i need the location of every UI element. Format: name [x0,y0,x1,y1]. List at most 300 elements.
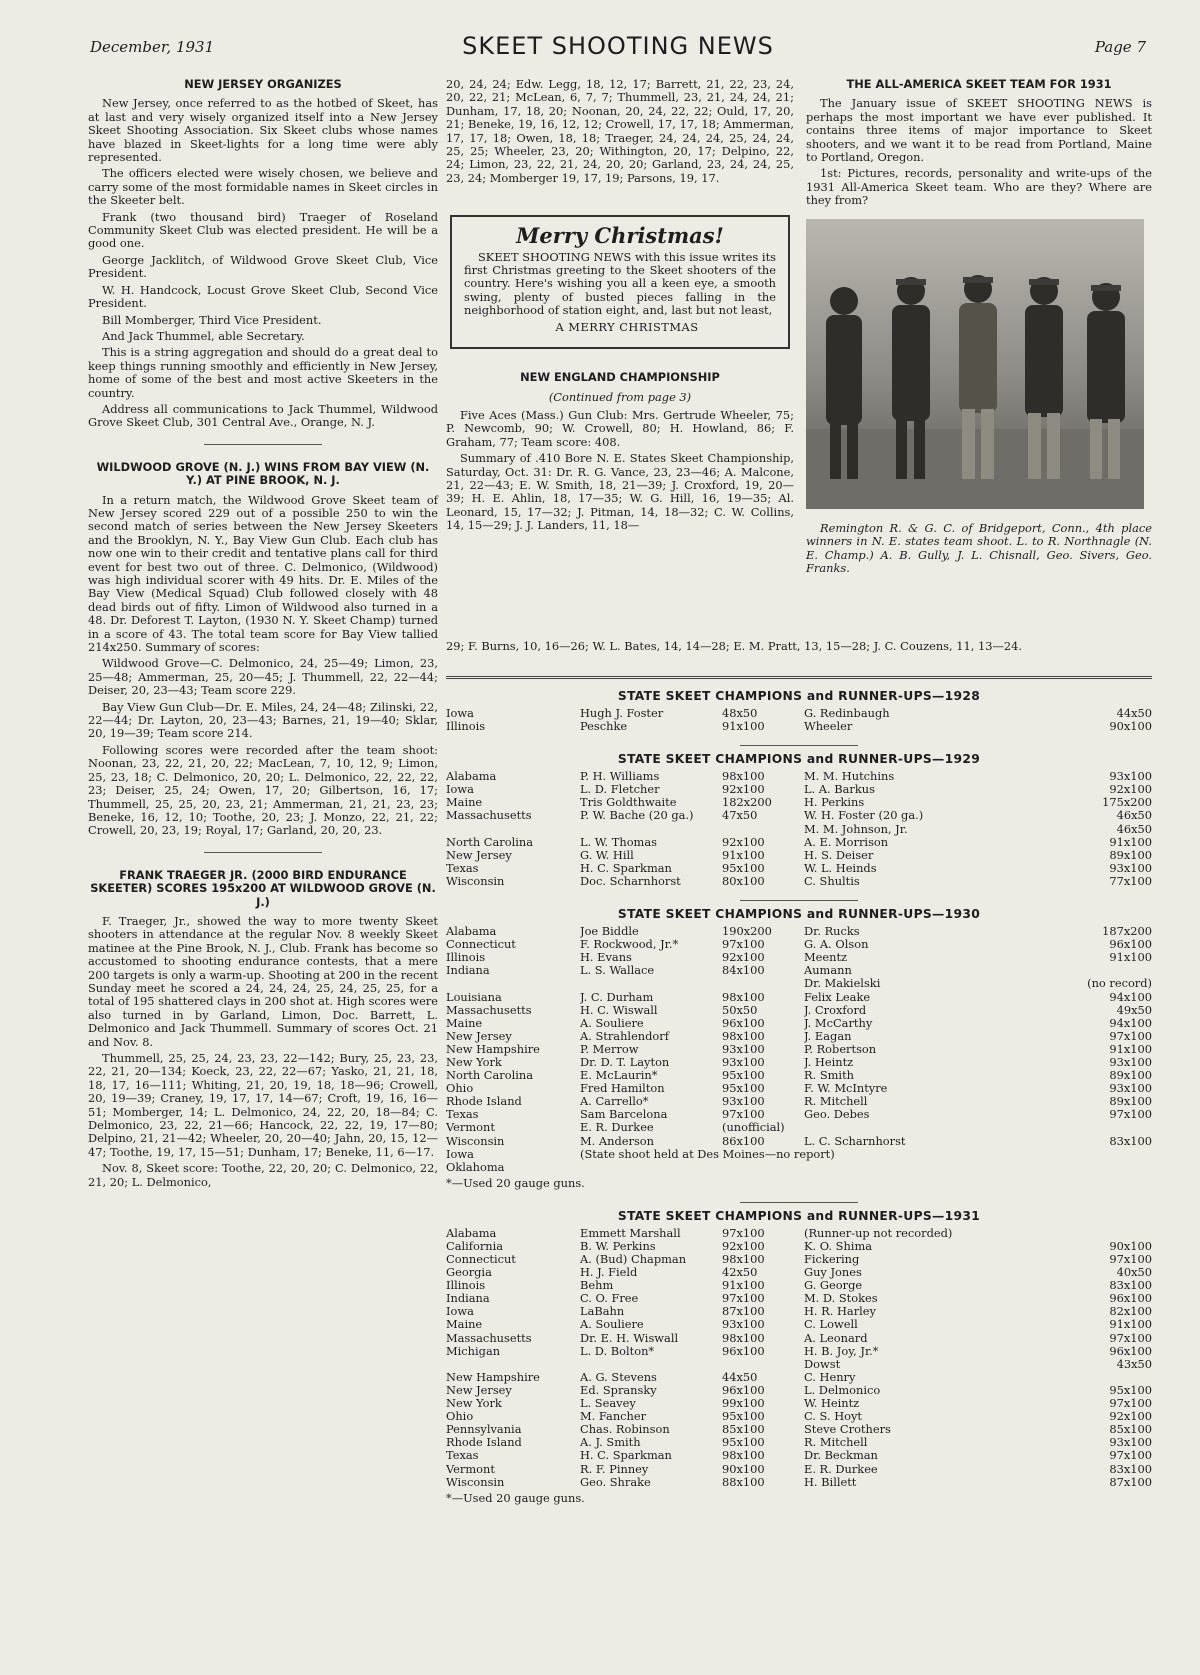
runner-up-cell: J. Croxford [804,1003,867,1017]
runner-up-score-cell: 97x100 [1109,1253,1152,1266]
table-row [446,809,1152,822]
table-row [446,1030,1152,1043]
table-row [446,1004,1152,1017]
runner-up-cell: Dr. Rucks [804,925,860,939]
champion-score-cell: 98x100 [722,1449,765,1463]
paragraph-continued: 20, 24, 24; Edw. Legg, 18, 12, 17; Barrett, 21, 22, 23, 24, 20, 22, 21; McLean, 6, 7, 7; Thummell, 23, 21, 24, 24, 21; Dunham, 17, 18, 20; Noonan, 20, 24, 22, 22; Ould, 17, 20, 21; Beneke, 19, 16, 12, 12; Crowell, 17, 17, 18; Ammerman, 17, 17, 18; Owen, 18, 18; Traeger, 24, 24, 24, 25, 24, 24, 25, 25; Wheeler, 23, 20; Withington, 20, 17; Delpino, 22, 24; Limon, 23, 22, 21, 24, 20, 20; Garland, 23, 24, 24, 25, 23, 24; Momberger 19, 17, 19; Parsons, 19, 17. [446,77,794,185]
runner-up-score-cell: 40x50 [1116,1266,1152,1280]
table-row [446,849,1152,862]
table-row [446,1121,1152,1134]
runner-up-cell: Fickering [804,1253,860,1266]
runner-up-cell: R. Mitchell [804,1436,868,1450]
table-row [446,823,1152,836]
state-cell: Massachusetts [446,809,532,823]
runner-up-cell: M. M. Johnson, Jr. [804,822,908,836]
runner-up-score-cell: 91x100 [1109,951,1152,965]
runner-up-cell: H. B. Joy, Jr.* [804,1344,879,1358]
champion-score-cell: 91x100 [722,1279,765,1293]
champion-score-cell: 95x100 [722,1082,765,1096]
table-row [446,1371,1152,1384]
runner-up-cell: C. Lowell [804,1318,858,1332]
state-cell: Maine [446,1318,483,1332]
champion-cell: M. Fancher [580,1410,647,1424]
runner-up-cell: Geo. Debes [804,1108,870,1122]
champion-score-cell [722,1358,804,1371]
state-cell: Pennsylvania [446,1423,522,1437]
runner-up-cell: W. L. Heinds [804,861,877,875]
state-cell: Iowa [446,783,474,797]
champion-score-cell: 95x100 [722,1069,765,1083]
champion-cell: Doc. Scharnhorst [580,874,681,888]
state-cell: Massachusetts [446,1003,532,1017]
table-title: STATE SKEET CHAMPIONS and RUNNER-UPS—1929 [617,752,981,767]
runner-up-score-cell: 91x100 [1109,1318,1152,1332]
paragraph: This is a string aggregation and should do a great deal to keep things running smoothly and efficiently in New Jersey, home of some of the best and most active Skeeters in the country. [88,345,438,400]
table-row [446,925,1152,938]
runner-up-score-cell: 93x100 [1109,770,1152,784]
champion-score-cell: 96x100 [722,1344,765,1358]
runner-up-cell: C. Shultis [804,874,860,888]
table-row [446,1069,1152,1082]
article-title-new-jersey: NEW JERSEY ORGANIZES [184,77,342,91]
runner-up-score-cell: 90x100 [1109,720,1152,734]
paragraph: Thummell, 25, 25, 24, 23, 23, 22—142; Bury, 25, 23, 23, 22, 21, 20—134; Koeck, 23, 22, 22—67; Yasko, 21, 21, 18, 18, 17, 16—111; Whiting, 21, 20, 19, 18, 18—96; Crowell, 20, 19—39; Craney, 19, 17, 17, 14—67; Croft, 19, 16, 16—51; Momberger, 14; L. Delmonico, 24, 22, 20, 18—84; C. Delmonico, 23, 22, 21—66; Hancock, 22, 22, 19, 17—80; Delpino, 21, 21—42; Wheeler, 20, 20—40; Jahn, 20, 15, 12—47; Toothe, 19, 17, 15—51; Dunham, 17; Beneke, 11, 6—17. [88,1051,438,1159]
table-row [446,770,1152,783]
state-cell: Iowa [446,1305,474,1319]
champion-score-cell: 42x50 [722,1266,758,1280]
champion-cell: A. Carrello* [580,1095,649,1109]
runner-up-cell: M. D. Stokes [804,1292,878,1306]
runner-up-score-cell: 175x200 [1102,796,1152,810]
champion-score-cell: 91x100 [722,848,765,862]
state-cell: Wisconsin [446,1475,505,1489]
column-left [88,78,438,1192]
page-header [90,28,1146,64]
champion-cell [580,977,722,990]
runner-up-score-cell: 95x100 [1109,1383,1152,1397]
paragraph: The January issue of SKEET SHOOTING NEWS is perhaps the most important we have ever published. It contains three items of major importance to Skeet shooters, and we want it to be read from Portland, Maine to Portland, Oregon. [806,96,1152,165]
state-cell: Georgia [446,1266,492,1280]
runner-up-cell: W. Heintz [804,1397,860,1411]
table-row [446,1279,1152,1292]
paragraph: In a return match, the Wildwood Grove Skeet team of New Jersey scored 229 out of a possible 250 to win the second match of series between the New Jersey Skeeters and the Brooklyn, N. Y., Bay View Gun Club. Each club has now one win to their credit and tentative plans call for third event for best two out of three. C. Delmonico, (Wildwood) was high individual scorer with 49 hits. Dr. E. Miles of the Bay View (Medical Squad) Club followed closely with 48 dead birds out of fifty. Limon of Wildwood also turned in a 48. Dr. Deforest T. Layton, (1930 N. Y. Skeet Champ) turned in a score of 43. The total team score for Bay View tallied 214x250. Summary of scores: [88,492,438,655]
champion-score-cell: 182x200 [722,796,772,810]
state-cell: Maine [446,796,483,810]
christmas-title: Merry Christmas! [516,223,724,249]
champion-score-cell: 92x100 [722,835,765,849]
champion-cell: G. W. Hill [580,848,634,862]
table-row [446,1292,1152,1305]
runner-up-score-cell: 83x100 [1109,1462,1152,1476]
champion-cell: Sam Barcelona [580,1108,668,1122]
table-row [446,964,1152,977]
runner-up-score-cell: 83x100 [1109,1134,1152,1148]
runner-up-score-cell: 97x100 [1109,1331,1152,1345]
table-row [446,783,1152,796]
champion-score-cell [722,977,804,990]
champion-cell: R. F. Pinney [580,1462,649,1476]
champions-table [446,925,1152,1174]
champion-cell: H. C. Sparkman [580,861,672,875]
runner-up-cell: Dowst [804,1357,841,1371]
runner-up-cell: G. A. Olson [804,938,869,952]
champion-cell: L. D. Bolton* [580,1344,655,1358]
runner-up-score-cell: 97x100 [1109,1108,1152,1122]
champion-score-cell: 98x100 [722,1253,765,1266]
runner-up-cell: Wheeler [804,720,853,734]
champion-score-cell: 93x100 [722,1042,765,1056]
state-cell: Oklahoma [446,1160,505,1174]
article-title-traeger: FRANK TRAEGER JR. (2000 BIRD ENDURANCE SKEETER) SCORES 195x200 AT WILDWOOD GROVE (N. J.) [90,867,436,909]
section-divider [740,900,858,901]
table-row [446,977,1152,990]
runner-up-cell: Meentz [804,951,848,965]
runner-up-cell: J. Heintz [804,1055,854,1069]
champion-cell: C. O. Free [580,1292,639,1306]
runner-up-score-cell: 93x100 [1109,1055,1152,1069]
team-photo [806,219,1144,509]
runner-up-score-cell: 49x50 [1116,1003,1152,1017]
champion-cell [580,1358,722,1371]
state-cell: Connecticut [446,1253,516,1266]
runner-up-score-cell [1064,1371,1152,1384]
champion-cell: H. C. Sparkman [580,1449,672,1463]
champion-score-cell: 97x100 [722,1292,765,1306]
section-divider [740,1202,858,1203]
runner-up-score-cell: 96x100 [1109,1292,1152,1306]
runner-up-cell: Felix Leake [804,990,871,1004]
state-cell: Louisiana [446,990,502,1004]
champion-score-cell: 50x50 [722,1003,758,1017]
champion-cell: H. C. Wiswall [580,1003,658,1017]
champion-cell: L. S. Wallace [580,964,655,978]
champion-cell [580,823,722,836]
article-title-new-england: NEW ENGLAND CHAMPIONSHIP [520,370,720,385]
paragraph: George Jacklitch, of Wildwood Grove Skeet Club, Vice President. [88,252,438,281]
champion-score-cell: 87x100 [722,1305,765,1319]
runner-up-cell: R. Mitchell [804,1095,868,1109]
table-row [446,1056,1152,1069]
table-row [446,1043,1152,1056]
champion-cell: Peschke [580,720,628,734]
champion-score-cell: 97x100 [722,1108,765,1122]
table-row [446,1017,1152,1030]
paragraph: Following scores were recorded after the team shoot: Noonan, 23, 22, 21, 20, 22; MacLean, 7, 10, 12, 9; Limon, 25, 23, 18; C. Delmonico, 20, 20; L. Delmonico, 22, 22, 22, 23; Deiser, 25, 24; Owen, 17, 20; Gilbertson, 16, 17; Thummell, 25, 25, 20, 23, 21; Ammerman, 21, 21, 23, 23; Beneke, 16, 12, 10; Toothe, 20, 23; J. Monzo, 22, 21, 22; Crowell, 20, 23, 19; Royal, 17; Garland, 20, 20, 23. [88,742,438,838]
table-row [446,836,1152,849]
state-cell: Ohio [446,1410,474,1424]
champion-score-cell: 95x100 [722,1436,765,1450]
table-row [446,1082,1152,1095]
champion-cell [580,1161,722,1174]
runner-up-score-cell: 89x100 [1109,1095,1152,1109]
state-cell: Texas [446,861,479,875]
page-number: Page 7 [1094,38,1146,56]
champion-cell: J. C. Durham [580,990,654,1004]
state-cell: New Hampshire [446,1042,540,1056]
champion-cell: A. G. Stevens [580,1370,657,1384]
table-row [446,707,1152,720]
state-cell: New Hampshire [446,1370,540,1384]
champion-cell: Joe Biddle [580,925,639,939]
table-title: STATE SKEET CHAMPIONS and RUNNER-UPS—1930 [617,907,981,922]
state-cell: Indiana [446,964,490,978]
runner-up-score-cell: 93x100 [1109,1082,1152,1096]
runner-up-cell: G. George [804,1279,863,1293]
continued-note: (Continued from page 3) [548,389,692,404]
champion-score-cell: 98x100 [722,1029,765,1043]
paragraph: Summary of .410 Bore N. E. States Skeet Championship, Saturday, Oct. 31: Dr. R. G. Vance, 23, 23—46; A. Malcone, 21, 22—43; E. W. Smith, 18, 21—39; J. Croxford, 19, 20—39; H. E. Ahlin, 18, 17—35; W. G. Hill, 16, 19—35; Al. Leonard, 15, 17—32; J. Pitman, 14, 18—32; C. W. Collins, 14, 15—29; J. J. Landers, 11, 18— [446,451,794,533]
champion-score-cell: (unofficial) [722,1121,785,1135]
runner-up-cell: K. O. Shima [804,1239,873,1253]
column-right [806,78,1152,579]
champion-score-cell [722,1161,804,1174]
champions-table [446,1227,1152,1489]
paragraph: F. Traeger, Jr., showed the way to more twenty Skeet shooters in attendance at the regular Nov. 8 weekly Skeet matinee at the Pine Brook, N. J., Club. Frank has become so accustomed to shooting endurance contests, that a mere 200 targets is only a warm-up. Shooting at 200 in the recent Sunday meet he scored a 24, 24, 24, 25, 24, 25, 25, for a total of 195 shattered clays in 200 shot at. High scores were also turned in by Garland, Limon, Doc. Barrett, L. Delmonico and Jack Thummell. Summary of scores Oct. 21 and Nov. 8. [88,913,438,1049]
state-cell: Rhode Island [446,1095,522,1109]
table-row [446,1463,1152,1476]
runner-up-cell: P. Robertson [804,1042,877,1056]
table-row [446,1397,1152,1410]
runner-up-cell [804,1121,1064,1134]
runner-up-cell: Dr. Beckman [804,1449,878,1463]
paragraph: Frank (two thousand bird) Traeger of Roseland Community Skeet Club was elected president. He will be a good one. [88,209,438,251]
champion-score-cell: 84x100 [722,964,765,978]
champion-cell: Dr. D. T. Layton [580,1055,670,1069]
state-cell: North Carolina [446,835,534,849]
runner-up-cell: W. H. Foster (20 ga.) [804,809,924,823]
state-cell: Vermont [446,1462,495,1476]
table-row [446,1318,1152,1331]
champion-cell: Ed. Spransky [580,1383,657,1397]
state-cell: Alabama [446,770,497,784]
paragraph: W. H. Handcock, Locust Grove Skeet Club, Second Vice President. [88,282,438,311]
runner-up-cell: E. R. Durkee [804,1462,878,1476]
table-row [446,991,1152,1004]
state-cell [446,977,580,990]
champion-score-cell: 47x50 [722,809,758,823]
runner-up-cell: G. Redinbaugh [804,707,890,720]
champion-cell: LaBahn [580,1305,625,1319]
runner-up-score-cell: 93x100 [1109,861,1152,875]
champion-cell: F. Rockwood, Jr.* [580,938,679,952]
state-cell: Indiana [446,1292,490,1306]
paragraph: Bill Momberger, Third Vice President. [102,312,322,327]
champion-score-cell: 92x100 [722,783,765,797]
christmas-box [450,215,790,349]
champion-cell: (State shoot held at Des Moines—no report) [580,1147,835,1161]
runner-up-score-cell: 91x100 [1109,835,1152,849]
state-cell: Wisconsin [446,1134,505,1148]
table-row [446,1148,1152,1161]
champion-cell: A. J. Smith [580,1436,641,1450]
champion-score-cell [722,823,804,836]
runner-up-score-cell: 92x100 [1109,783,1152,797]
champion-score-cell: 97x100 [722,938,765,952]
table-row [446,1266,1152,1279]
runner-up-score-cell: 96x100 [1109,1344,1152,1358]
paragraph: 29; F. Burns, 10, 16—26; W. L. Bates, 14, 14—28; E. M. Pratt, 13, 15—28; J. C. Couzens, 11, 13—24. [446,639,1022,653]
state-cell: Iowa [446,1147,474,1161]
runner-up-cell: F. W. McIntyre [804,1082,888,1096]
champion-score-cell: 48x50 [722,707,758,720]
champion-cell: Fred Hamilton [580,1082,665,1096]
table-row [446,951,1152,964]
champion-score-cell: 98x100 [722,990,765,1004]
champion-score-cell: 95x100 [722,1410,765,1424]
runner-up-score-cell: 83x100 [1109,1279,1152,1293]
christmas-closing: A MERRY CHRISTMAS [555,319,699,334]
paragraph: Wildwood Grove—C. Delmonico, 24, 25—49; Limon, 23, 25—48; Ammerman, 25, 20—45; J. Thummell, 22, 22—44; Deiser, 20, 23—43; Team score 229. [88,656,438,698]
champion-cell: M. Anderson [580,1134,654,1148]
section-divider [204,444,322,445]
table-row [446,862,1152,875]
runner-up-score-cell: 93x100 [1109,1436,1152,1450]
state-cell: New Jersey [446,848,512,862]
state-cell: Connecticut [446,938,516,952]
champion-score-cell: 90x100 [722,1462,765,1476]
runner-up-score-cell: 97x100 [1109,1397,1152,1411]
champion-cell: P. W. Bache (20 ga.) [580,809,694,823]
runner-up-score-cell: 92x100 [1109,1410,1152,1424]
table-row [446,1227,1152,1240]
champion-cell: Emmett Marshall [580,1226,681,1240]
table-row [446,1108,1152,1121]
runner-up-cell: Guy Jones [804,1266,862,1280]
state-cell: New York [446,1397,502,1411]
photo-caption: Remington R. & G. C. of Bridgeport, Conn., 4th place winners in N. E. states team shoot. L. to R. Northnagle (N. E. Champ.) A. B. Gully, J. L. Chisnall, Geo. Sivers, Geo. Franks. [806,521,1152,576]
runner-up-score-cell: 187x200 [1102,925,1152,939]
champion-score-cell: 190x200 [722,925,772,939]
champion-cell: A. Strahlendorf [580,1029,669,1043]
runner-up-score-cell: 89x100 [1109,1069,1152,1083]
champion-cell: H. Evans [580,951,632,965]
table-row [446,1476,1152,1489]
champions-table [446,770,1152,888]
table-row [446,1135,1152,1148]
state-cell: Massachusetts [446,1331,532,1345]
champion-cell: P. Merrow [580,1042,639,1056]
runner-up-score-cell: 43x50 [1116,1357,1152,1371]
runner-up-cell: C. Henry [804,1370,856,1384]
champion-cell: Tris Goldthwaite [580,796,677,810]
table-footnote: *—Used 20 gauge guns. [446,1490,585,1505]
table-row [446,1305,1152,1318]
runner-up-cell: Steve Crothers [804,1423,891,1437]
paragraph: New Jersey, once referred to as the hotbed of Skeet, has at last and very wisely organized itself into a New Jersey Skeet Shooting Association. Six Skeet clubs whose names have blazed in Skeet-lights for a long time were ably represented. [88,96,438,165]
champion-score-cell: 80x100 [722,874,765,888]
champion-cell: Dr. E. H. Wiswall [580,1331,679,1345]
runner-up-cell: M. M. Hutchins [804,770,895,784]
state-cell: California [446,1239,504,1253]
runner-up-cell: J. McCarthy [804,1016,873,1030]
column-middle [446,78,794,536]
champion-score-cell: 86x100 [722,1134,765,1148]
table-title: STATE SKEET CHAMPIONS and RUNNER-UPS—1931 [617,1208,981,1223]
tables-root [446,689,1152,1505]
champion-cell: Geo. Shrake [580,1475,651,1489]
champion-cell: E. McLaurin* [580,1069,658,1083]
champion-score-cell: 93x100 [722,1318,765,1332]
runner-up-score-cell: 46x50 [1116,809,1152,823]
state-cell: Illinois [446,951,486,965]
champion-cell: A. Souliere [580,1318,644,1332]
section-divider [740,745,858,746]
champion-cell: Behm [580,1279,614,1293]
champion-cell: A. (Bud) Chapman [580,1253,687,1266]
table-row [446,1095,1152,1108]
champion-cell: B. W. Perkins [580,1239,656,1253]
state-cell: Rhode Island [446,1436,522,1450]
runner-up-score-cell [1064,1227,1152,1240]
runner-up-cell: L. A. Barkus [804,783,875,797]
champion-score-cell: 85x100 [722,1423,765,1437]
runner-up-score-cell: 44x50 [1116,707,1152,720]
christmas-text: SKEET SHOOTING NEWS with this issue writes its first Christmas greeting to the Skeet shooters of the country. Here's wishing you all a keen eye, a smooth swing, plenty of busted pieces falling in the neighborhood of station eight, and, last but not least, [464,249,776,318]
champions-tables [446,676,1152,1505]
paragraph: Address all communications to Jack Thummel, Wildwood Grove Skeet Club, 301 Central Ave., Orange, N. J. [88,401,438,430]
state-cell: Vermont [446,1121,495,1135]
champion-cell: E. R. Durkee [580,1121,654,1135]
state-cell: Ohio [446,1082,474,1096]
runner-up-score-cell: 77x100 [1109,874,1152,888]
runner-up-cell: (Runner-up not recorded) [804,1226,953,1240]
champion-score-cell: 97x100 [722,1226,765,1240]
paragraph: The officers elected were wisely chosen, we believe and carry some of the most formidable names in Skeet circles in the Skeeter belt. [88,166,438,208]
runner-up-cell: A. E. Morrison [804,835,889,849]
table-row [446,796,1152,809]
runner-up-score-cell: 82x100 [1109,1305,1152,1319]
paragraph: Five Aces (Mass.) Gun Club: Mrs. Gertrude Wheeler, 75; P. Newcomb, 90; W. Crowell, 80; H. Howland, 86; F. Graham, 77; Team score: 408. [446,407,794,449]
table-row [446,1423,1152,1436]
table-footnote: *—Used 20 gauge guns. [446,1175,585,1190]
table-title: STATE SKEET CHAMPIONS and RUNNER-UPS—1928 [617,689,981,703]
table-row [446,1358,1152,1371]
runner-up-cell: H. R. Harley [804,1305,876,1319]
champion-cell: L. Seavey [580,1397,636,1411]
state-cell: North Carolina [446,1069,534,1083]
runner-up-cell: C. S. Hoyt [804,1410,862,1424]
champion-cell: Hugh J. Foster [580,707,664,720]
runner-up-cell: L. C. Scharnhorst [804,1134,906,1148]
runner-up-score-cell: (no record) [1087,977,1152,991]
champions-table [446,707,1152,733]
state-cell: Illinois [446,720,486,734]
state-cell: Alabama [446,1226,497,1240]
runner-up-cell: Dr. Makielski [804,977,881,991]
paragraph: 1st: Pictures, records, personality and write-ups of the 1931 All-America Skeet team. Who are they? Where are they from? [806,166,1152,208]
runner-up-score-cell: 89x100 [1109,848,1152,862]
state-cell: Texas [446,1449,479,1463]
table-row [446,1384,1152,1397]
state-cell: Michigan [446,1344,501,1358]
runner-up-cell: Aumann [804,964,852,978]
runner-up-cell: A. Leonard [804,1331,868,1345]
champion-cell: L. D. Fletcher [580,783,660,797]
table-row [446,1410,1152,1423]
table-row [446,938,1152,951]
state-cell: New Jersey [446,1029,512,1043]
article-title-wildwood: WILDWOOD GROVE (N. J.) WINS FROM BAY VIEW (N. Y.) AT PINE BROOK, N. J. [96,459,430,488]
champion-cell: P. H. Williams [580,770,660,784]
runner-up-score-cell: 91x100 [1109,1042,1152,1056]
runner-up-cell: H. Perkins [804,796,865,810]
runner-up-cell: L. Delmonico [804,1383,881,1397]
runner-up-score-cell: 87x100 [1109,1475,1152,1489]
champion-score-cell: 88x100 [722,1475,765,1489]
runner-up-score-cell: 90x100 [1109,1239,1152,1253]
state-cell: New York [446,1055,502,1069]
table-row [446,720,1152,733]
